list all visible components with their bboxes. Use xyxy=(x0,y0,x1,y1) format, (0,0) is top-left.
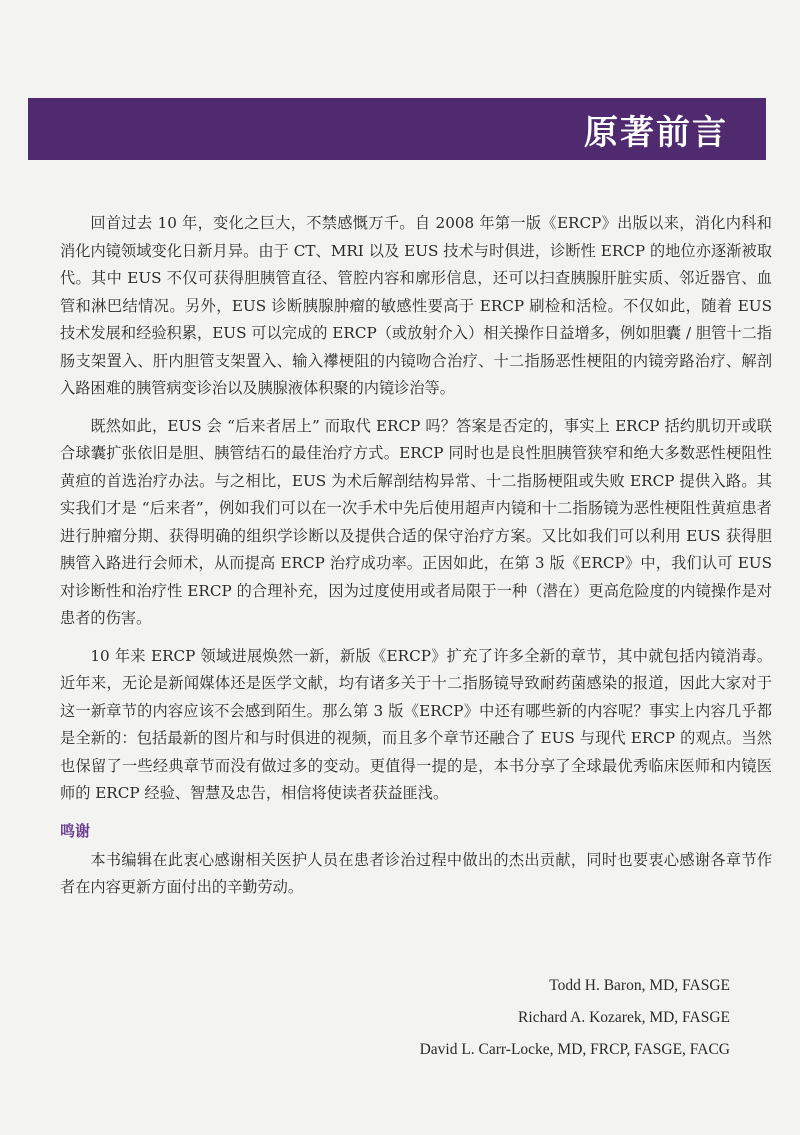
title-banner xyxy=(28,98,766,160)
paragraph-1: 回首过去 10 年，变化之巨大，不禁感慨万千。自 2008 年第一版《ERCP》出版以来，消化内科和消化内镜领域变化日新月异。由于 CT、MRI 以及 EUS 技术与时俱进，诊断性 ERCP 的地位亦逐渐被取代。其中 EUS 不仅可获得胆胰管直径、管腔内容和廓形信息，还可以扫查胰腺肝脏实质、邻近器官、血管和淋巴结情况。另外，EUS 诊断胰腺肿瘤的敏感性要高于 ERCP 刷检和活检。不仅如此，随着 EUS 技术发展和经验积累，EUS 可以完成的 ERCP（或放射介入）相关操作日益增多，例如胆囊 / 胆管十二指肠支架置入、肝内胆管支架置入、输入襻梗阻的内镜吻合治疗、十二指肠恶性梗阻的内镜旁路治疗、解剖入路困难的胰管病变诊治以及胰腺液体积聚的内镜诊治等。 xyxy=(60,214,772,397)
signature-line: Richard A. Kozarek, MD, FASGE xyxy=(518,1009,730,1026)
signature-line: David L. Carr-Locke, MD, FRCP, FASGE, FACG xyxy=(419,1041,730,1058)
preface-body xyxy=(60,210,772,902)
paragraph-2: 既然如此，EUS 会 “后来者居上” 而取代 ERCP 吗？答案是否定的，事实上 ERCP 括约肌切开或联合球囊扩张依旧是胆、胰管结石的最佳治疗方式。ERCP 同时也是良性胆胰管狭窄和绝大多数恶性梗阻性黄疸的首选治疗办法。与之相比，EUS 为术后解剖结构异常、十二指肠梗阻或失败 ERCP 提供入路。其实我们才是 “后来者”，例如我们可以在一次手术中先后使用超声内镜和十二指肠镜为恶性梗阻性黄疸患者进行肿瘤分期、获得明确的组织学诊断以及提供合适的保守治疗方案。又比如我们可以利用 EUS 获得胆胰管入路进行会师术，从而提高 ERCP 治疗成功率。正因如此，在第 3 版《ERCP》中，我们认可 EUS 对诊断性和治疗性 ERCP 的合理补充，因为过度使用或者局限于一种（潜在）更高危险度的内镜操作是对患者的伤害。 xyxy=(60,416,772,627)
page-title: 原著前言 xyxy=(584,112,728,153)
acknowledgement-heading: 鸣谢 xyxy=(60,821,91,840)
acknowledgement-text: 本书编辑在此衷心感谢相关医护人员在患者诊治过程中做出的杰出贡献，同时也要衷心感谢各章节作者在内容更新方面付出的辛勤劳动。 xyxy=(60,850,772,896)
author-signatures xyxy=(420,970,730,1066)
signature-line: Todd H. Baron, MD, FASGE xyxy=(549,977,730,994)
paragraph-3: 10 年来 ERCP 领域进展焕然一新，新版《ERCP》扩充了许多全新的章节，其中就包括内镜消毒。近年来，无论是新闻媒体还是医学文献，均有诸多关于十二指肠镜导致耐药菌感染的报道，因此大家对于这一新章节的内容应该不会感到陌生。那么第 3 版《ERCP》中还有哪些新的内容呢？事实上内容几乎都是全新的：包括最新的图片和与时俱进的视频，而且多个章节还融合了 EUS 与现代 ERCP 的观点。当然也保留了一些经典章节而没有做过多的变动。更值得一提的是，本书分享了全球最优秀临床医师和内镜医师的 ERCP 经验、智慧及忠告，相信将使读者获益匪浅。 xyxy=(60,646,772,802)
